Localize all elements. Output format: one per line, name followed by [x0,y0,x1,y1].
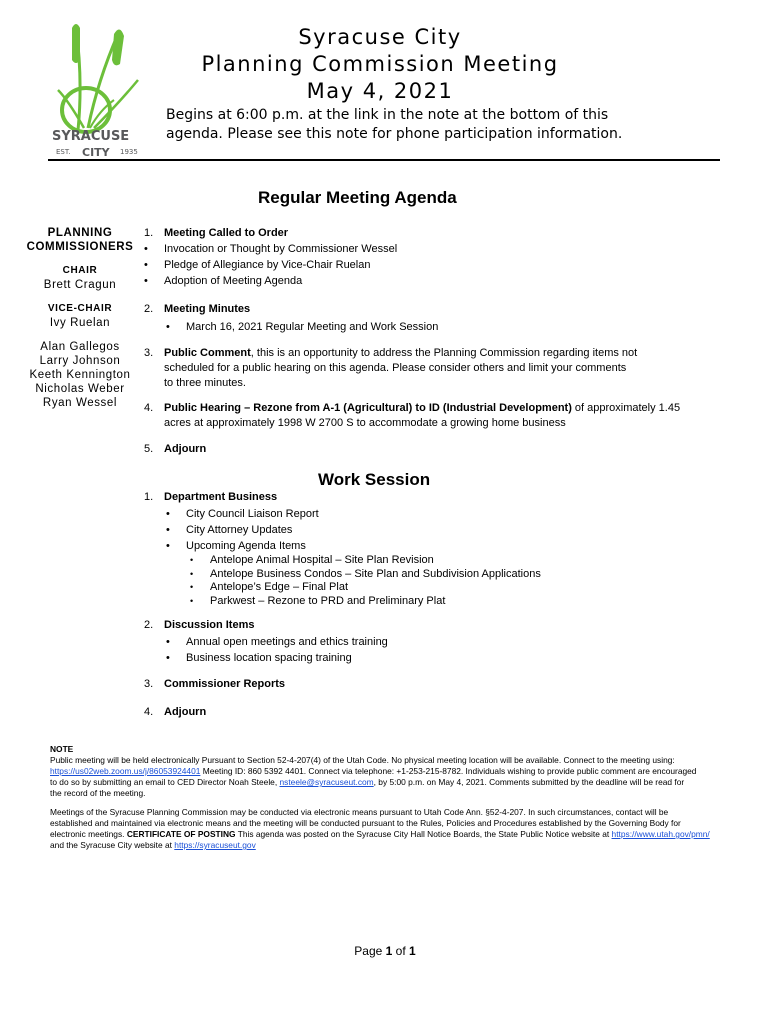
certificate-label: CERTIFICATE OF POSTING [126,829,236,839]
work-item-adjourn [144,705,724,720]
page-total: 1 [409,944,416,958]
work-session-heading: Work Session [318,470,431,489]
note-text: the record of the meeting. [50,788,146,798]
chair-name: Brett Cragun [43,279,117,291]
member-name: Larry Johnson [39,355,121,367]
item-title: Public Comment [164,347,251,359]
page-prefix: Page [354,944,386,958]
note-text: Public meeting will be held electronically Pursuant to Section 52-4-207(4) of the Utah Code. No physical meeting location will be available. Connect to the meeting using: [50,755,675,765]
list-item: • Upcoming Agenda Items [164,538,724,554]
item-number: 3. [144,678,154,690]
item-number: 3. [144,347,154,359]
item-number: 4. [144,402,154,414]
member-name: Nicholas Weber [35,383,125,395]
chair-label: CHAIR [62,265,98,276]
list-item: • March 16, 2021 Regular Meeting and Work Session [164,319,724,335]
item-title: Meeting Called to Order [164,227,289,239]
note-text: to do so by submitting an email to CED Director Noah Steele, [50,777,280,787]
note-text: Meetings of the Syracuse Planning Commission may be conducted via electronic means pursuant to Utah Code Ann. §52-4-207. In such circumstances, contact will be [50,807,669,817]
logo-syracuse-text: SYRACUSE [52,129,130,144]
item-text: scheduled for a public hearing on this agenda. Please consider others and limit your comments [164,362,627,374]
note-paragraph-1 [50,755,730,799]
list-item: • Antelope Animal Hospital – Site Plan Revision [188,554,724,568]
title-city: Syracuse City [298,25,462,49]
list-item: • Adoption of Meeting Agenda [142,273,724,289]
agenda-item-public-comment [144,346,724,391]
list-item: • Antelope’s Edge – Final Plat [188,581,724,595]
agenda-item-public-hearing [144,401,734,431]
logo-year-text: 1935 [120,148,138,156]
vice-chair-name: Ivy Ruelan [49,317,111,329]
note-text: Meeting ID: 860 5392 4401. Connect via telephone: +1-253-215-8782. Individuals wishing to provide public comment are encouraged [200,766,697,776]
item-title: Department Business [164,491,278,503]
subtitle-line-2: agenda. Please see this note for phone participation information. [166,126,623,142]
note-text: This agenda was posted on the Syracuse City Hall Notice Boards, the State Public Notice website at [235,829,612,839]
note-paragraph-2 [50,807,730,851]
item-title: Adjourn [164,443,207,455]
note-text: and the Syracuse City website at [50,840,175,850]
member-name: Alan Gallegos [40,341,120,353]
title-date: May 4, 2021 [306,79,454,103]
item-title: Public Hearing – Rezone from A-1 (Agricultural) to ID (Industrial Development) [164,402,572,414]
note-text: , by 5:00 p.m. on May 4, 2021. Comments submitted by the deadline will be read for [373,777,685,787]
syracuse-website-link[interactable]: https://syracuseut.gov [174,840,256,850]
member-name: Keeth Kennington [29,369,131,381]
work-item-department-business [144,490,724,608]
item-title: Meeting Minutes [164,303,251,315]
member-name: Ryan Wessel [42,397,118,409]
utah-pmn-link[interactable]: https://www.utah.gov/pmn/ [611,829,710,839]
meeting-subtitle [166,106,726,144]
logo-city-text: CITY [82,146,110,159]
item-text: to three minutes. [164,377,246,389]
syracuse-city-logo [48,20,156,162]
list-item: • Antelope Business Condos – Site Plan and Subdivision Applications [188,568,724,582]
list-item: • Pledge of Allegiance by Vice-Chair Ruelan [142,257,724,273]
page-footer [0,944,770,958]
item-number: 2. [144,619,154,631]
item-text: of approximately 1.45 [571,402,681,414]
page-mid: of [392,944,410,958]
item-text: , this is an opportunity to address the Planning Commission regarding items not [250,347,638,359]
agenda-item-minutes [144,302,724,335]
note-text: electronic meetings. [50,829,127,839]
regular-meeting-heading: Regular Meeting Agenda [258,188,457,207]
zoom-link[interactable]: https://us02web.zoom.us/j/86053924401 [50,766,201,776]
commissioners-heading-1: PLANNING [47,227,113,239]
work-item-commissioner-reports [144,677,724,692]
item-title: Discussion Items [164,619,255,631]
header-divider [48,159,720,161]
note-text: established and maintained via electronic means and the meeting will be conducted pursuant to the Rules, Policies and Procedures established by the Governing Body for [50,818,681,828]
subtitle-line-1: Begins at 6:00 p.m. at the link in the note at the bottom of this [166,107,609,123]
list-item: • Invocation or Thought by Commissioner Wessel [142,241,724,257]
item-number: 1. [144,227,154,239]
meeting-title [160,24,600,105]
note-heading: NOTE [50,744,74,754]
item-number: 5. [144,443,154,455]
item-text: acres at approximately 1998 W 2700 S to accommodate a growing home business [164,417,566,429]
item-number: 1. [144,491,154,503]
cattail-logo-icon [48,20,156,162]
item-number: 2. [144,303,154,315]
agenda-item-call-to-order [144,226,724,289]
item-number: 4. [144,706,154,718]
item-title: Adjourn [164,706,207,718]
title-meeting: Planning Commission Meeting [201,52,559,76]
meeting-note [50,744,730,851]
commissioners-heading-2: COMMISSIONERS [26,241,134,253]
vice-chair-label: VICE-CHAIR [47,303,113,314]
list-item: • City Attorney Updates [164,522,724,538]
list-item: • City Council Liaison Report [164,506,724,522]
list-item: • Business location spacing training [164,650,724,666]
list-item: • Annual open meetings and ethics training [164,634,724,650]
logo-est-text: EST. [56,148,71,156]
agenda-item-adjourn [144,442,724,457]
list-item: • Parkwest – Rezone to PRD and Preliminary Plat [188,595,724,609]
email-link[interactable]: nsteele@syracuseut.com [279,777,374,787]
page-number: 1 [385,944,393,958]
item-title: Commissioner Reports [164,678,286,690]
work-item-discussion [144,618,724,666]
commissioners-sidebar [18,226,142,410]
